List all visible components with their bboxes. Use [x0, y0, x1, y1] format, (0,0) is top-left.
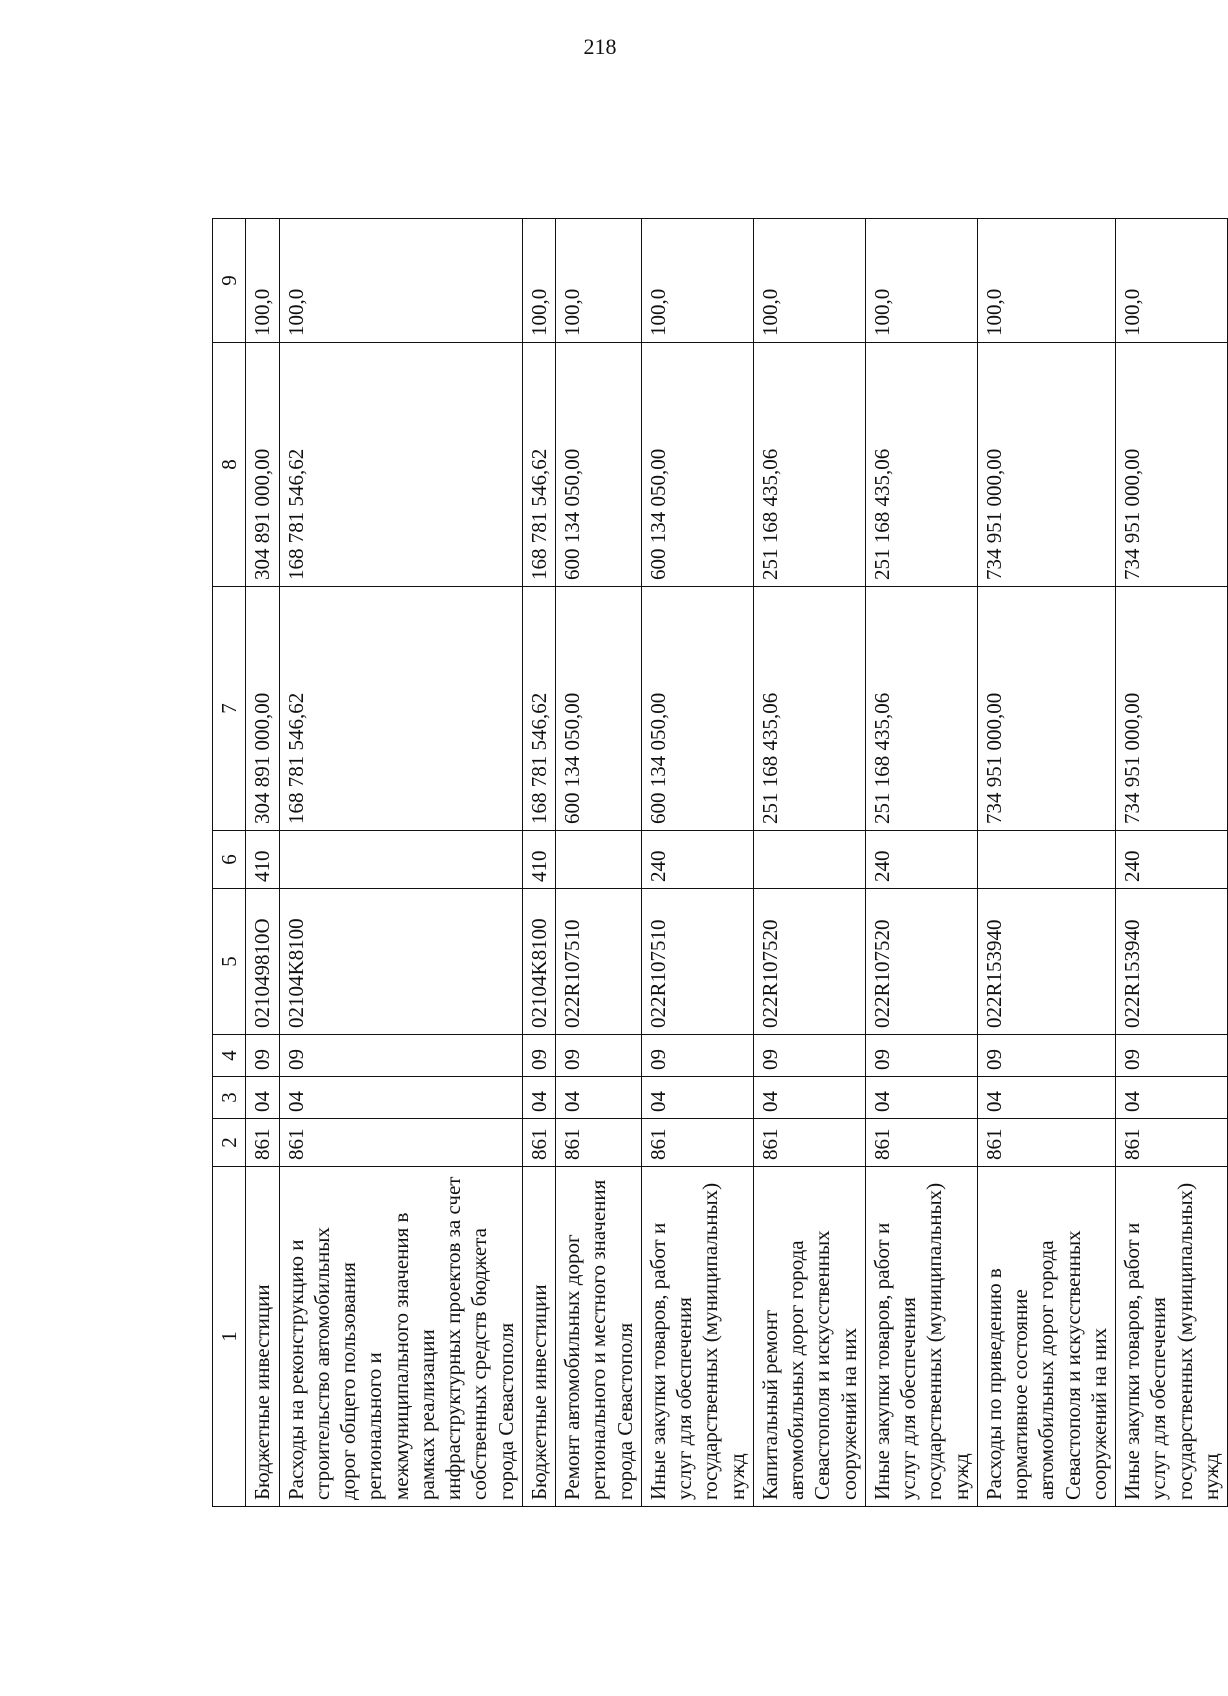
table-cell-col-7: 600 134 050,00 [556, 587, 642, 831]
table-cell-col-8: 251 168 435,06 [753, 343, 865, 587]
table-cell-col-3: 04 [753, 1077, 865, 1119]
table-cell-col-7: 600 134 050,00 [641, 587, 753, 831]
table-cell-col-6: 410 [246, 831, 279, 889]
table-cell-col-8: 168 781 546,62 [279, 343, 522, 587]
table-cell-col-5: 022R107520 [753, 889, 865, 1035]
column-header-9: 9 [213, 219, 246, 343]
column-header-8: 8 [213, 343, 246, 587]
rotated-table-container [212, 219, 1223, 1507]
table-cell-col-7: 168 781 546,62 [279, 587, 522, 831]
table-cell-col-5: 022R107510 [556, 889, 642, 1035]
table-cell-col-9: 100,0 [556, 219, 642, 343]
column-header-1: 1 [213, 1167, 246, 1507]
table-cell-col-2: 861 [246, 1119, 279, 1167]
table-cell-col-4: 09 [522, 1035, 555, 1077]
table-cell-col-4: 09 [977, 1035, 1115, 1077]
table-cell-col-4: 09 [279, 1035, 522, 1077]
table-cell-col-2: 861 [522, 1119, 555, 1167]
table-cell-col-2: 861 [556, 1119, 642, 1167]
row-description: Иные закупки товаров, работ и услуг для обеспечения государственных (муниципальных) нужд [641, 1167, 753, 1507]
column-header-6: 6 [213, 831, 246, 889]
table-cell-col-9: 100,0 [865, 219, 977, 343]
table-cell-col-3: 04 [279, 1077, 522, 1119]
table-cell-col-9: 100,0 [522, 219, 555, 343]
table-cell-col-6: 240 [641, 831, 753, 889]
table-cell-col-4: 09 [246, 1035, 279, 1077]
table-cell-col-6 [977, 831, 1115, 889]
table-cell-col-4: 09 [753, 1035, 865, 1077]
table-row [865, 219, 977, 1507]
table-cell-col-5: 022R153940 [977, 889, 1115, 1035]
table-cell-col-8: 734 951 000,00 [1116, 343, 1228, 587]
table-cell-col-7: 734 951 000,00 [1116, 587, 1228, 831]
row-description: Ремонт автомобильных дорог регионального и местного значения города Севастополя [556, 1167, 642, 1507]
table-row [1116, 219, 1228, 1507]
table-cell-col-2: 861 [977, 1119, 1115, 1167]
row-description: Капитальный ремонт автомобильных дорог города Севастополя и искусственных сооружений на них [753, 1167, 865, 1507]
row-description: Иные закупки товаров, работ и услуг для обеспечения государственных (муниципальных) нужд [1116, 1167, 1228, 1507]
table-cell-col-9: 100,0 [641, 219, 753, 343]
table-cell-col-9: 100,0 [279, 219, 522, 343]
header-row [213, 219, 246, 1507]
table-cell-col-5: 021049810О [246, 889, 279, 1035]
table-cell-col-9: 100,0 [977, 219, 1115, 343]
table-cell-col-6 [279, 831, 522, 889]
table-cell-col-8: 251 168 435,06 [865, 343, 977, 587]
table-cell-col-2: 861 [1116, 1119, 1228, 1167]
row-description: Бюджетные инвестиции [246, 1167, 279, 1507]
table-cell-col-7: 734 951 000,00 [977, 587, 1115, 831]
table-row [977, 219, 1115, 1507]
table-cell-col-7: 168 781 546,62 [522, 587, 555, 831]
table-cell-col-6: 240 [865, 831, 977, 889]
table-cell-col-9: 100,0 [753, 219, 865, 343]
table-cell-col-8: 168 781 546,62 [522, 343, 555, 587]
table-cell-col-3: 04 [1116, 1077, 1228, 1119]
table-cell-col-2: 861 [865, 1119, 977, 1167]
table-row [753, 219, 865, 1507]
table-cell-col-7: 251 168 435,06 [753, 587, 865, 831]
table-cell-col-4: 09 [1116, 1035, 1228, 1077]
table-cell-col-4: 09 [556, 1035, 642, 1077]
table-cell-col-9: 100,0 [246, 219, 279, 343]
table-cell-col-3: 04 [246, 1077, 279, 1119]
table-row [246, 219, 279, 1507]
table-row [522, 219, 555, 1507]
table-cell-col-8: 304 891 000,00 [246, 343, 279, 587]
table-cell-col-7: 251 168 435,06 [865, 587, 977, 831]
row-description: Расходы на реконструкцию и строительство автомобильных дорог общего пользования регионального и межмуниципального значения в рамках реализации инфраструктурных проектов за счет собственных средств бюджета города Севастополя [279, 1167, 522, 1507]
table-body [246, 219, 1228, 1507]
table-row [556, 219, 642, 1507]
table-cell-col-3: 04 [641, 1077, 753, 1119]
table-cell-col-5: 022R153940 [1116, 889, 1228, 1035]
table-cell-col-7: 304 891 000,00 [246, 587, 279, 831]
table-cell-col-8: 734 951 000,00 [977, 343, 1115, 587]
page-number: 218 [583, 34, 617, 59]
table-cell-col-3: 04 [977, 1077, 1115, 1119]
row-description: Иные закупки товаров, работ и услуг для обеспечения государственных (муниципальных) нужд [865, 1167, 977, 1507]
table-cell-col-8: 600 134 050,00 [641, 343, 753, 587]
table-cell-col-3: 04 [522, 1077, 555, 1119]
table-cell-col-2: 861 [279, 1119, 522, 1167]
table-cell-col-3: 04 [865, 1077, 977, 1119]
table-cell-col-6: 240 [1116, 831, 1228, 889]
column-header-4: 4 [213, 1035, 246, 1077]
row-description: Бюджетные инвестиции [522, 1167, 555, 1507]
column-header-3: 3 [213, 1077, 246, 1119]
table-cell-col-8: 600 134 050,00 [556, 343, 642, 587]
budget-table [212, 218, 1228, 1507]
table-cell-col-5: 02104K8100 [522, 889, 555, 1035]
table-cell-col-6: 410 [522, 831, 555, 889]
table-cell-col-3: 04 [556, 1077, 642, 1119]
column-header-5: 5 [213, 889, 246, 1035]
table-cell-col-6 [753, 831, 865, 889]
table-row [641, 219, 753, 1507]
table-cell-col-5: 02104K8100 [279, 889, 522, 1035]
table-cell-col-5: 022R107510 [641, 889, 753, 1035]
column-header-2: 2 [213, 1119, 246, 1167]
row-description: Расходы по приведению в нормативное состояние автомобильных дорог города Севастополя и искусственных сооружений на них [977, 1167, 1115, 1507]
table-cell-col-2: 861 [753, 1119, 865, 1167]
table-cell-col-4: 09 [865, 1035, 977, 1077]
column-header-7: 7 [213, 587, 246, 831]
table-cell-col-9: 100,0 [1116, 219, 1228, 343]
table-cell-col-4: 09 [641, 1035, 753, 1077]
table-cell-col-5: 022R107520 [865, 889, 977, 1035]
table-row [279, 219, 522, 1507]
table-cell-col-2: 861 [641, 1119, 753, 1167]
table-cell-col-6 [556, 831, 642, 889]
